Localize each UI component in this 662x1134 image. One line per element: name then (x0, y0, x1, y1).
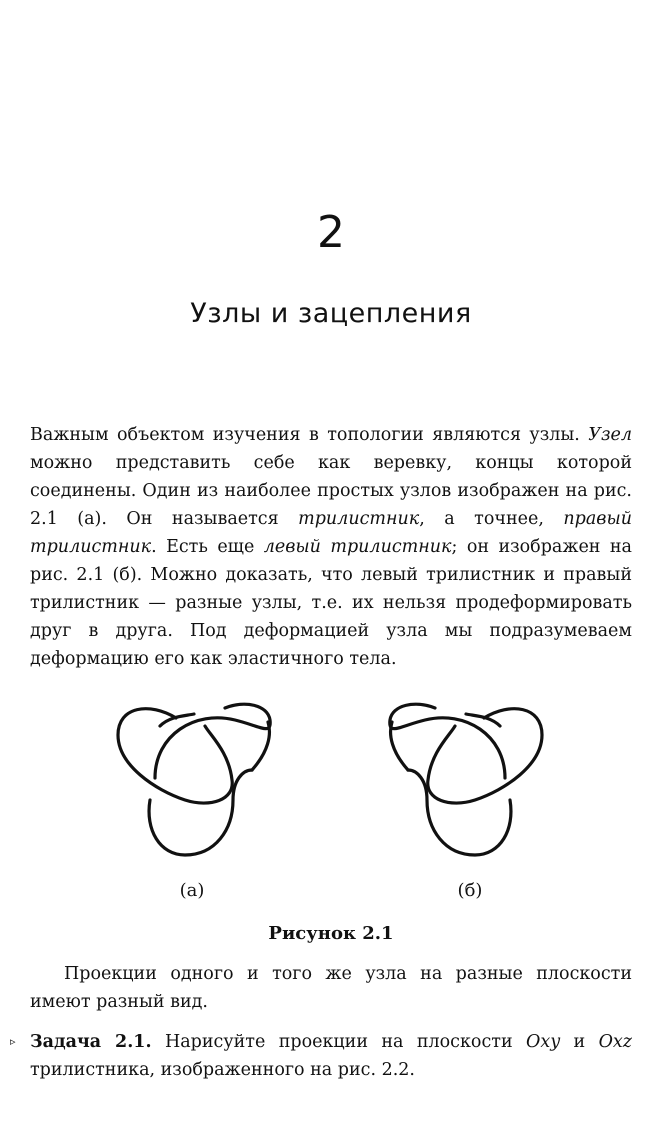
term-trefoil: трилистник (298, 509, 420, 529)
task-text-2: и (560, 1032, 599, 1052)
intro-sentence-1: Важным объектом изучения в топологии являются узлы. (30, 425, 580, 445)
left-trefoil-strand-2 (428, 709, 542, 803)
intro-sentence-2: можно представить себе как веревку, концы которой соединены. Один из наиболее простых узлов изображен на рис. 2.1 (а). Он называется (30, 453, 632, 529)
left-trefoil-diagram (390, 704, 542, 855)
task-paragraph (30, 1028, 632, 1084)
right-trefoil-strand-4 (149, 770, 252, 855)
intro-sentence-3: , а точнее, (419, 509, 564, 529)
chapter-title: Узлы и зацепления (190, 298, 472, 329)
task-plane-oxz: Oxz (598, 1032, 632, 1052)
figure-label-b: (б) (457, 880, 483, 901)
intro-paragraph (30, 421, 632, 673)
right-trefoil-strand-2 (118, 709, 232, 803)
term-right-trefoil: правый трилистник (30, 509, 632, 557)
left-trefoil-strand-4 (408, 770, 511, 855)
intro-sentence-5: ; он изображен на рис. 2.1 (б). Можно доказать, что левый трилистник и правый трилистник — разные узлы, т.е. их нельзя продеформировать друг в друга. Под деформацией узла мы подразумеваем деформацию его как эластичного тела. (30, 537, 632, 669)
task-label: Задача 2.1. (30, 1032, 152, 1052)
right-trefoil-diagram (118, 704, 270, 855)
trefoil-figure (0, 690, 662, 870)
figure-caption: Рисунок 2.1 (268, 923, 394, 944)
figure-label-a: (а) (179, 880, 205, 901)
term-left-trefoil: левый трилистник (263, 537, 452, 557)
task-marker-icon: ▹ (10, 1035, 16, 1048)
task-plane-oxy: Oxy (526, 1032, 561, 1052)
task-text-1: Нарисуйте проекции на плоскости (151, 1032, 526, 1052)
task-text-3: трилистника, изображенного на рис. 2.2. (30, 1060, 415, 1080)
term-knot: Узел (588, 425, 632, 445)
chapter-number: 2 (317, 207, 345, 258)
figure-description: Проекции одного и того же узла на разные плоскости имеют разный вид. (30, 964, 632, 1012)
intro-sentence-4: . Есть еще (151, 537, 264, 557)
